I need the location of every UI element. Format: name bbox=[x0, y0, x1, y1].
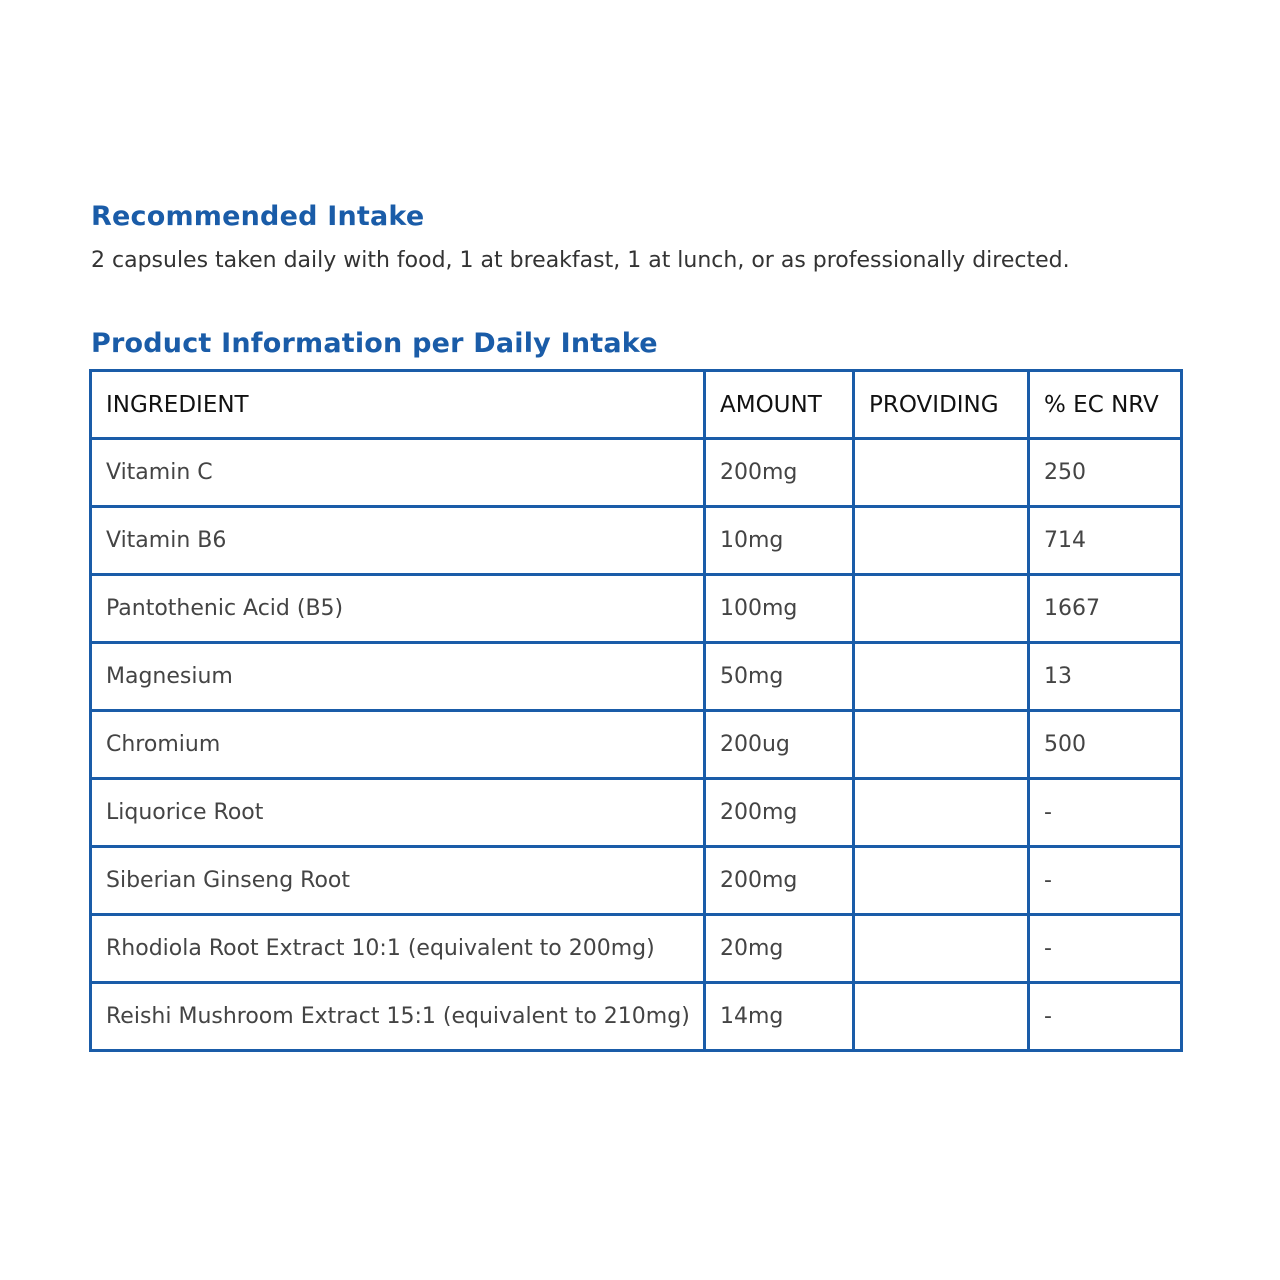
providing-cell bbox=[854, 983, 1029, 1051]
ingredient-cell: Reishi Mushroom Extract 15:1 (equivalent to 210mg) bbox=[91, 983, 705, 1051]
recommended-intake-text: 2 capsules taken daily with food, 1 at breakfast, 1 at lunch, or as professionally directed. bbox=[91, 248, 1070, 273]
recommended-intake-heading: Recommended Intake bbox=[91, 201, 425, 232]
table-header-row bbox=[91, 371, 1182, 439]
table-row bbox=[91, 711, 1182, 779]
header-amount: AMOUNT bbox=[705, 371, 854, 439]
table-row bbox=[91, 575, 1182, 643]
nrv-cell: 13 bbox=[1029, 643, 1182, 711]
header-ingredient: INGREDIENT bbox=[91, 371, 705, 439]
nrv-cell: - bbox=[1029, 779, 1182, 847]
providing-cell bbox=[854, 847, 1029, 915]
ingredient-cell: Chromium bbox=[91, 711, 705, 779]
amount-cell: 100mg bbox=[705, 575, 854, 643]
ingredient-cell: Pantothenic Acid (B5) bbox=[91, 575, 705, 643]
nrv-cell: - bbox=[1029, 983, 1182, 1051]
providing-cell bbox=[854, 779, 1029, 847]
amount-cell: 20mg bbox=[705, 915, 854, 983]
product-information-heading: Product Information per Daily Intake bbox=[91, 328, 658, 359]
ingredient-cell: Magnesium bbox=[91, 643, 705, 711]
amount-cell: 200mg bbox=[705, 439, 854, 507]
ingredient-cell: Liquorice Root bbox=[91, 779, 705, 847]
providing-cell bbox=[854, 439, 1029, 507]
amount-cell: 200mg bbox=[705, 847, 854, 915]
amount-cell: 200mg bbox=[705, 779, 854, 847]
table-row bbox=[91, 915, 1182, 983]
providing-cell bbox=[854, 711, 1029, 779]
nrv-cell: 500 bbox=[1029, 711, 1182, 779]
table-row bbox=[91, 983, 1182, 1051]
amount-cell: 50mg bbox=[705, 643, 854, 711]
table-row bbox=[91, 439, 1182, 507]
amount-cell: 200ug bbox=[705, 711, 854, 779]
amount-cell: 14mg bbox=[705, 983, 854, 1051]
nrv-cell: 250 bbox=[1029, 439, 1182, 507]
header-nrv: % EC NRV bbox=[1029, 371, 1182, 439]
nrv-cell: 1667 bbox=[1029, 575, 1182, 643]
nrv-cell: - bbox=[1029, 847, 1182, 915]
providing-cell bbox=[854, 643, 1029, 711]
product-information-table bbox=[89, 369, 1183, 1052]
providing-cell bbox=[854, 575, 1029, 643]
ingredient-cell: Vitamin B6 bbox=[91, 507, 705, 575]
table-row bbox=[91, 847, 1182, 915]
header-providing: PROVIDING bbox=[854, 371, 1029, 439]
amount-cell: 10mg bbox=[705, 507, 854, 575]
table-row bbox=[91, 507, 1182, 575]
nrv-cell: - bbox=[1029, 915, 1182, 983]
ingredient-cell: Siberian Ginseng Root bbox=[91, 847, 705, 915]
providing-cell bbox=[854, 507, 1029, 575]
ingredient-cell: Rhodiola Root Extract 10:1 (equivalent to 200mg) bbox=[91, 915, 705, 983]
table-row bbox=[91, 779, 1182, 847]
providing-cell bbox=[854, 915, 1029, 983]
table-row bbox=[91, 643, 1182, 711]
nrv-cell: 714 bbox=[1029, 507, 1182, 575]
ingredient-cell: Vitamin C bbox=[91, 439, 705, 507]
